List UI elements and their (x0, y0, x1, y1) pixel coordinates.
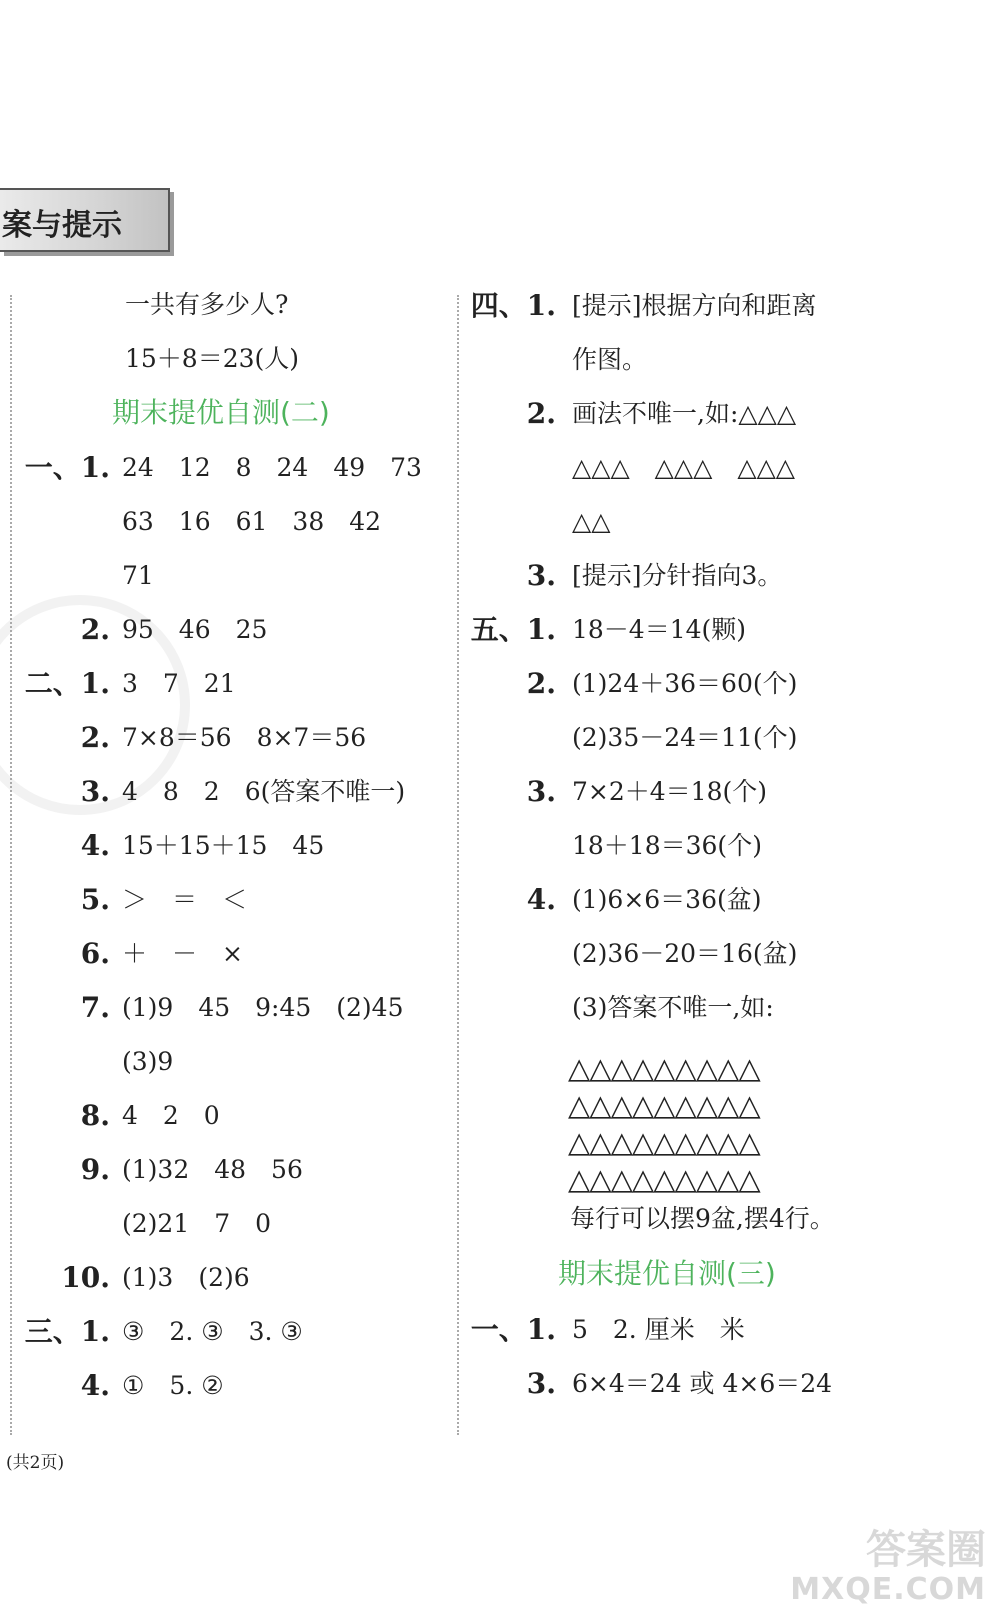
answer-text: 5 2. 厘米 米 (572, 1315, 745, 1344)
answer-text: 画法不唯一,如:△△△ (572, 399, 797, 428)
item-number: 3. (80, 775, 110, 808)
section-header-tab (0, 188, 170, 252)
text-line: 每行可以摆9盆,摆4行。 (570, 1204, 835, 1233)
answer-text: (1)24＋36＝60(个) (572, 669, 798, 698)
answer-text: 18－4＝14(颗) (572, 615, 747, 644)
item-number: 2. (80, 613, 110, 646)
answer-text: 63 16 61 38 42 (122, 507, 382, 536)
item-number: 2. (526, 397, 556, 430)
answer-text: (1)3 (2)6 (122, 1263, 250, 1292)
answer-text: (2)35－24＝11(个) (572, 723, 798, 752)
answer-text: 7×8＝56 8×7＝56 (122, 723, 367, 752)
answer-text: (1)9 45 9:45 (2)45 (122, 993, 404, 1022)
text-line: 15＋8＝23(人) (125, 344, 300, 373)
answer-text: 作图。 (572, 345, 648, 374)
answer-text: ① 5. ② (122, 1371, 224, 1400)
watermark-logo (790, 1527, 986, 1610)
item-number: 5. (80, 883, 110, 916)
answer-text: 4 8 2 6(答案不唯一) (122, 777, 406, 806)
answer-text: 7×2＋4＝18(个) (572, 777, 767, 806)
item-number: 3. (526, 775, 556, 808)
answer-text: 4 2 0 (122, 1101, 220, 1130)
answer-text: (1)32 48 56 (122, 1155, 303, 1184)
answer-text: [提示]根据方向和距离 (572, 291, 817, 320)
triangle-row: △△△△△△△△△ (568, 1051, 760, 1085)
item-number: 6. (80, 937, 110, 970)
column-divider (457, 295, 459, 1435)
answer-text: 3 7 21 (122, 669, 236, 698)
item-number: 9. (80, 1153, 110, 1186)
item-number: 4. (80, 829, 110, 862)
item-number: 一、1. (470, 1313, 556, 1346)
answer-text: 6×4＝24 或 4×6＝24 (572, 1369, 833, 1398)
answer-text: (1)6×6＝36(盆) (572, 885, 762, 914)
answer-text: (3)9 (122, 1047, 174, 1076)
item-number: 8. (80, 1099, 110, 1132)
triangle-row: △△△△△△△△△ (568, 1125, 760, 1159)
triangle-row: △△△△△△△△△ (568, 1162, 760, 1196)
item-number: 三、1. (24, 1315, 110, 1348)
item-number: 一、1. (24, 451, 110, 484)
item-number: 7. (80, 991, 110, 1024)
item-number: 五、1. (470, 613, 556, 646)
page-count: (共2页) (6, 1453, 65, 1473)
answer-text: ＞ ＝ ＜ (122, 885, 248, 914)
left-margin-rule (10, 295, 12, 1435)
answer-text: (2)36－20＝16(盆) (572, 939, 798, 968)
answer-text: 18＋18＝36(个) (572, 831, 762, 860)
item-number: 3. (526, 559, 556, 592)
answer-text: ＋ － × (122, 939, 243, 968)
watermark-domain: MXQE.COM (790, 1572, 986, 1607)
item-number: 4. (80, 1369, 110, 1402)
answer-text: △△△ △△△ △△△ (572, 453, 796, 482)
header-title: 案与提示 (2, 208, 122, 243)
item-number: 4. (526, 883, 556, 916)
section-title: 期末提优自测(三) (558, 1257, 776, 1290)
item-number: 2. (526, 667, 556, 700)
section-title: 期末提优自测(二) (112, 396, 330, 429)
item-number: 四、1. (470, 289, 556, 322)
answer-text: 71 (122, 561, 154, 590)
answer-text: (2)21 7 0 (122, 1209, 272, 1238)
watermark-text: 答案圈 (866, 1527, 986, 1573)
answer-text: 95 46 25 (122, 615, 268, 644)
answer-text: ③ 2. ③ 3. ③ (122, 1317, 303, 1346)
answer-text: 15＋15＋15 45 (122, 831, 325, 860)
answer-text: 24 12 8 24 49 73 (122, 453, 422, 482)
item-number: 2. (80, 721, 110, 754)
text-line: 一共有多少人? (125, 290, 289, 319)
item-number: 3. (526, 1367, 556, 1400)
triangle-row: △△△△△△△△△ (568, 1088, 760, 1122)
answer-text: (3)答案不唯一,如: (572, 993, 774, 1022)
answer-text: △△ (572, 507, 611, 536)
item-number: 10. (61, 1261, 110, 1294)
item-number: 二、1. (24, 667, 110, 700)
answer-text: [提示]分针指向3。 (572, 561, 783, 590)
